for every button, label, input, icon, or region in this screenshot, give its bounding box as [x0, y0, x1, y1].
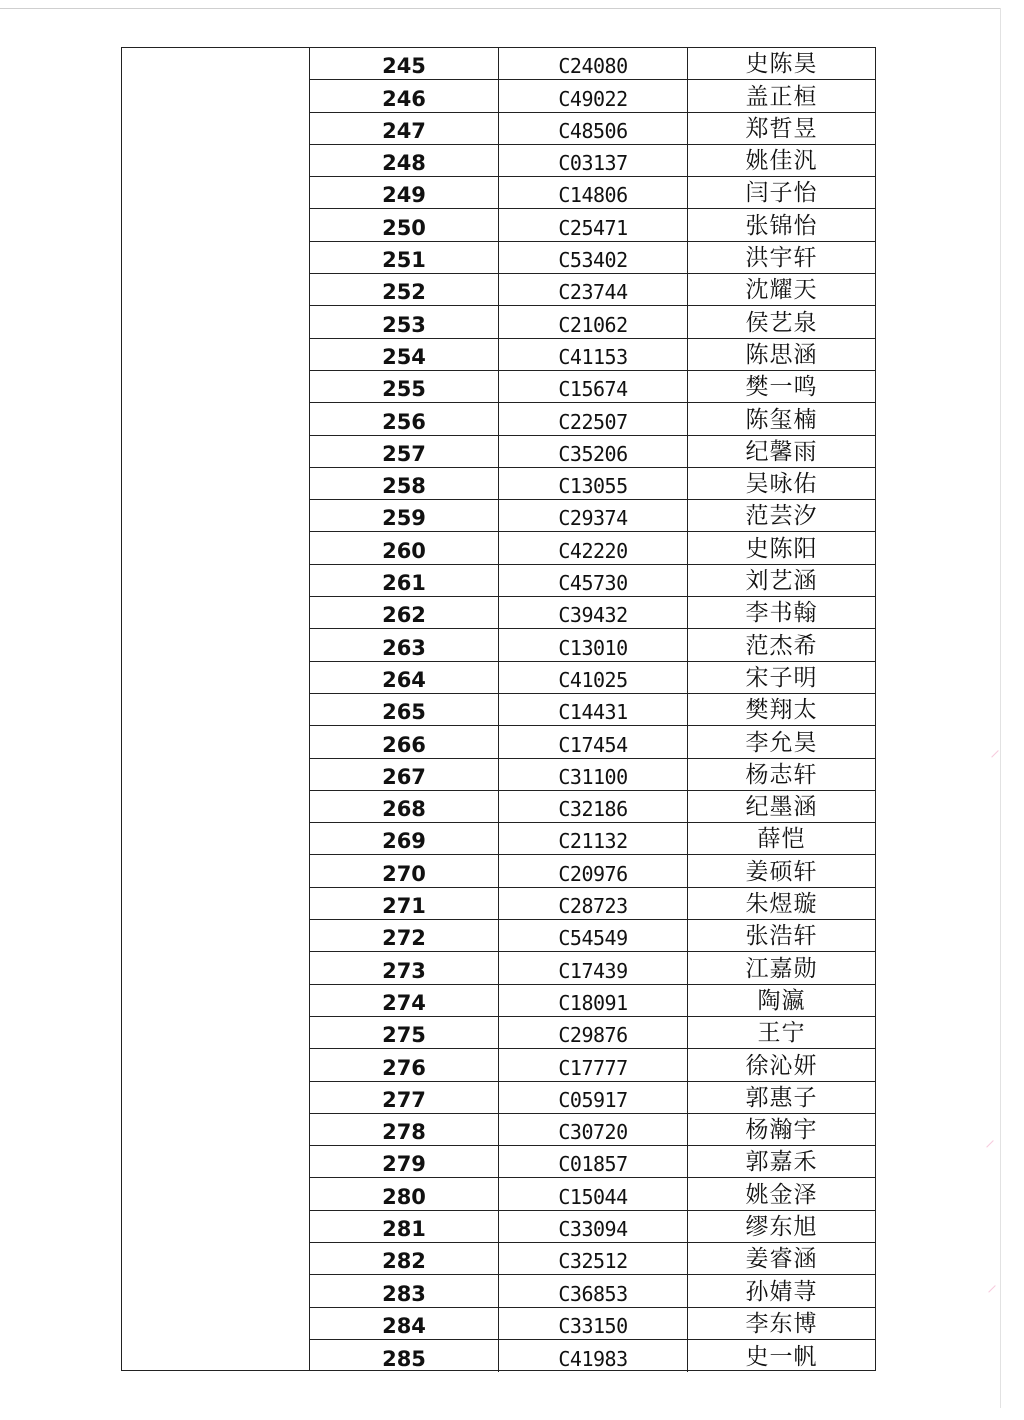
row-code: C53402: [499, 242, 688, 273]
row-name: 纪馨雨: [745, 438, 818, 465]
row-number: 272: [310, 920, 499, 951]
row-number: 277: [310, 1082, 499, 1113]
row-code: C39432: [499, 597, 688, 628]
roster-rows: [310, 48, 875, 1370]
row-name: 盖正桓: [745, 83, 818, 110]
row-code: C17439: [499, 952, 688, 983]
table-row: [310, 1017, 875, 1049]
row-number: 267: [310, 759, 499, 790]
row-name: 姜硕轩: [745, 858, 818, 885]
row-name: 姚金泽: [745, 1181, 818, 1208]
row-code: C15674: [499, 371, 688, 402]
row-name: 杨瀚宇: [745, 1117, 818, 1144]
row-code: C41025: [499, 662, 688, 693]
table-row: [310, 436, 875, 468]
row-name: 陈玺楠: [745, 406, 818, 433]
row-code: C31100: [499, 759, 688, 790]
stamp-mark-2: ⸝: [985, 1127, 995, 1151]
row-code: C48506: [499, 113, 688, 144]
row-number: 265: [310, 694, 499, 725]
row-code: C28723: [499, 888, 688, 919]
row-number: 251: [310, 242, 499, 273]
row-number: 263: [310, 629, 499, 660]
table-row: [310, 565, 875, 597]
row-name: 姜睿涵: [745, 1246, 818, 1273]
row-number: 257: [310, 436, 499, 467]
table-row: [310, 1114, 875, 1146]
row-number: 279: [310, 1146, 499, 1177]
row-code: C24080: [499, 48, 688, 79]
row-code: C36853: [499, 1275, 688, 1306]
table-row: [310, 1308, 875, 1340]
row-name: 闫子怡: [745, 180, 818, 207]
row-number: 246: [310, 80, 499, 111]
table-row: [310, 1082, 875, 1114]
row-name: 纪墨涵: [745, 794, 818, 821]
row-name: 樊一鸣: [745, 374, 818, 401]
row-code: C05917: [499, 1082, 688, 1113]
row-code: C41983: [499, 1340, 688, 1372]
row-number: 260: [310, 532, 499, 563]
table-row: [310, 371, 875, 403]
row-number: 261: [310, 565, 499, 596]
table-row: [310, 694, 875, 726]
table-row: [310, 1178, 875, 1210]
row-name: 宋子明: [745, 664, 818, 691]
table-row: [310, 339, 875, 371]
row-code: C13055: [499, 468, 688, 499]
table-row: [310, 1340, 875, 1372]
row-number: 273: [310, 952, 499, 983]
table-row: [310, 952, 875, 984]
row-name: 史陈阳: [745, 535, 818, 562]
row-name: 侯艺泉: [745, 309, 818, 336]
row-code: C17454: [499, 726, 688, 757]
row-name: 李允昊: [745, 729, 818, 756]
row-name: 陈思涵: [745, 341, 818, 368]
row-code: C32512: [499, 1243, 688, 1274]
table-row: [310, 80, 875, 112]
table-row: [310, 500, 875, 532]
row-number: 255: [310, 371, 499, 402]
row-number: 274: [310, 985, 499, 1016]
row-number: 248: [310, 145, 499, 176]
row-code: C45730: [499, 565, 688, 596]
row-number: 259: [310, 500, 499, 531]
row-name: 沈耀天: [745, 277, 818, 304]
table-row: [310, 113, 875, 145]
row-name: 杨志轩: [745, 761, 818, 788]
row-number: 276: [310, 1049, 499, 1080]
row-code: C13010: [499, 629, 688, 660]
table-row: [310, 1146, 875, 1178]
row-code: C22507: [499, 403, 688, 434]
row-name: 朱煜璇: [745, 891, 818, 918]
row-number: 280: [310, 1178, 499, 1209]
table-row: [310, 532, 875, 564]
row-number: 254: [310, 339, 499, 370]
row-name: 张浩轩: [745, 923, 818, 950]
row-number: 252: [310, 274, 499, 305]
row-code: C14431: [499, 694, 688, 725]
row-code: C14806: [499, 177, 688, 208]
row-code: C03137: [499, 145, 688, 176]
row-name: 张锦怡: [745, 212, 818, 239]
row-code: C35206: [499, 436, 688, 467]
row-code: C18091: [499, 985, 688, 1016]
row-name: 江嘉勋: [745, 955, 818, 982]
row-name: 樊翔太: [745, 697, 818, 724]
table-row: [310, 662, 875, 694]
table-row: [310, 48, 875, 80]
row-code: C30720: [499, 1114, 688, 1145]
row-name: 刘艺涵: [745, 568, 818, 595]
row-code: C54549: [499, 920, 688, 951]
table-row: [310, 1275, 875, 1307]
row-name: 郭惠子: [745, 1084, 818, 1111]
table-row: [310, 468, 875, 500]
row-code: C33094: [499, 1211, 688, 1242]
table-row: [310, 791, 875, 823]
row-number: 247: [310, 113, 499, 144]
row-number: 253: [310, 306, 499, 337]
row-code: C21062: [499, 306, 688, 337]
row-number: 278: [310, 1114, 499, 1145]
row-number: 282: [310, 1243, 499, 1274]
table-row: [310, 855, 875, 887]
table-row: [310, 403, 875, 435]
row-name: 范杰希: [745, 632, 818, 659]
row-code: C32186: [499, 791, 688, 822]
row-number: 275: [310, 1017, 499, 1048]
row-number: 285: [310, 1340, 499, 1372]
table-row: [310, 1211, 875, 1243]
table-row: [310, 242, 875, 274]
row-name: 李书翰: [745, 600, 818, 627]
row-code: C21132: [499, 823, 688, 854]
table-row: [310, 726, 875, 758]
table-row: [310, 629, 875, 661]
row-name: 徐沁妍: [745, 1052, 818, 1079]
row-number: 270: [310, 855, 499, 886]
row-code: C23744: [499, 274, 688, 305]
table-row: [310, 597, 875, 629]
roster-table: [121, 47, 876, 1371]
blank-column: [122, 48, 310, 1370]
row-name: 郑哲昱: [745, 115, 818, 142]
row-number: 281: [310, 1211, 499, 1242]
row-number: 258: [310, 468, 499, 499]
row-number: 268: [310, 791, 499, 822]
row-code: C25471: [499, 209, 688, 240]
row-code: C42220: [499, 532, 688, 563]
row-name: 陶瀛: [757, 987, 806, 1014]
row-number: 262: [310, 597, 499, 628]
row-name: 缪东旭: [745, 1213, 818, 1240]
table-row: [310, 306, 875, 338]
scan-edge-top: [0, 8, 1000, 9]
row-code: C15044: [499, 1178, 688, 1209]
row-name: 史陈昊: [745, 51, 818, 78]
row-code: C29374: [499, 500, 688, 531]
table-row: [310, 274, 875, 306]
row-name: 范芸汐: [745, 503, 818, 530]
table-row: [310, 888, 875, 920]
row-number: 264: [310, 662, 499, 693]
row-name: 史一帆: [745, 1344, 818, 1371]
row-code: C49022: [499, 80, 688, 111]
row-number: 266: [310, 726, 499, 757]
table-row: [310, 920, 875, 952]
table-row: [310, 177, 875, 209]
table-row: [310, 1049, 875, 1081]
row-name: 薛恺: [757, 826, 806, 853]
row-code: C20976: [499, 855, 688, 886]
table-row: [310, 759, 875, 791]
table-row: [310, 145, 875, 177]
row-name: 郭嘉禾: [745, 1149, 818, 1176]
row-number: 269: [310, 823, 499, 854]
row-code: C17777: [499, 1049, 688, 1080]
row-number: 245: [310, 48, 499, 79]
stamp-mark-1: ⸝: [990, 737, 1000, 761]
row-code: C01857: [499, 1146, 688, 1177]
row-name: 王宁: [757, 1020, 806, 1047]
row-number: 283: [310, 1275, 499, 1306]
row-name: 孙婧荨: [745, 1278, 818, 1305]
row-number: 249: [310, 177, 499, 208]
row-code: C41153: [499, 339, 688, 370]
scan-edge-right: [1000, 8, 1001, 1408]
row-code: C33150: [499, 1308, 688, 1339]
table-row: [310, 823, 875, 855]
row-name: 洪宇轩: [745, 245, 818, 272]
table-row: [310, 209, 875, 241]
row-number: 284: [310, 1308, 499, 1339]
row-number: 250: [310, 209, 499, 240]
table-row: [310, 1243, 875, 1275]
table-row: [310, 985, 875, 1017]
row-name: 姚佳汎: [745, 148, 818, 175]
row-name: 吴咏佑: [745, 471, 818, 498]
row-name: 李东博: [745, 1310, 818, 1337]
row-number: 256: [310, 403, 499, 434]
stamp-mark-3: ⸝: [987, 1272, 997, 1296]
row-code: C29876: [499, 1017, 688, 1048]
row-number: 271: [310, 888, 499, 919]
